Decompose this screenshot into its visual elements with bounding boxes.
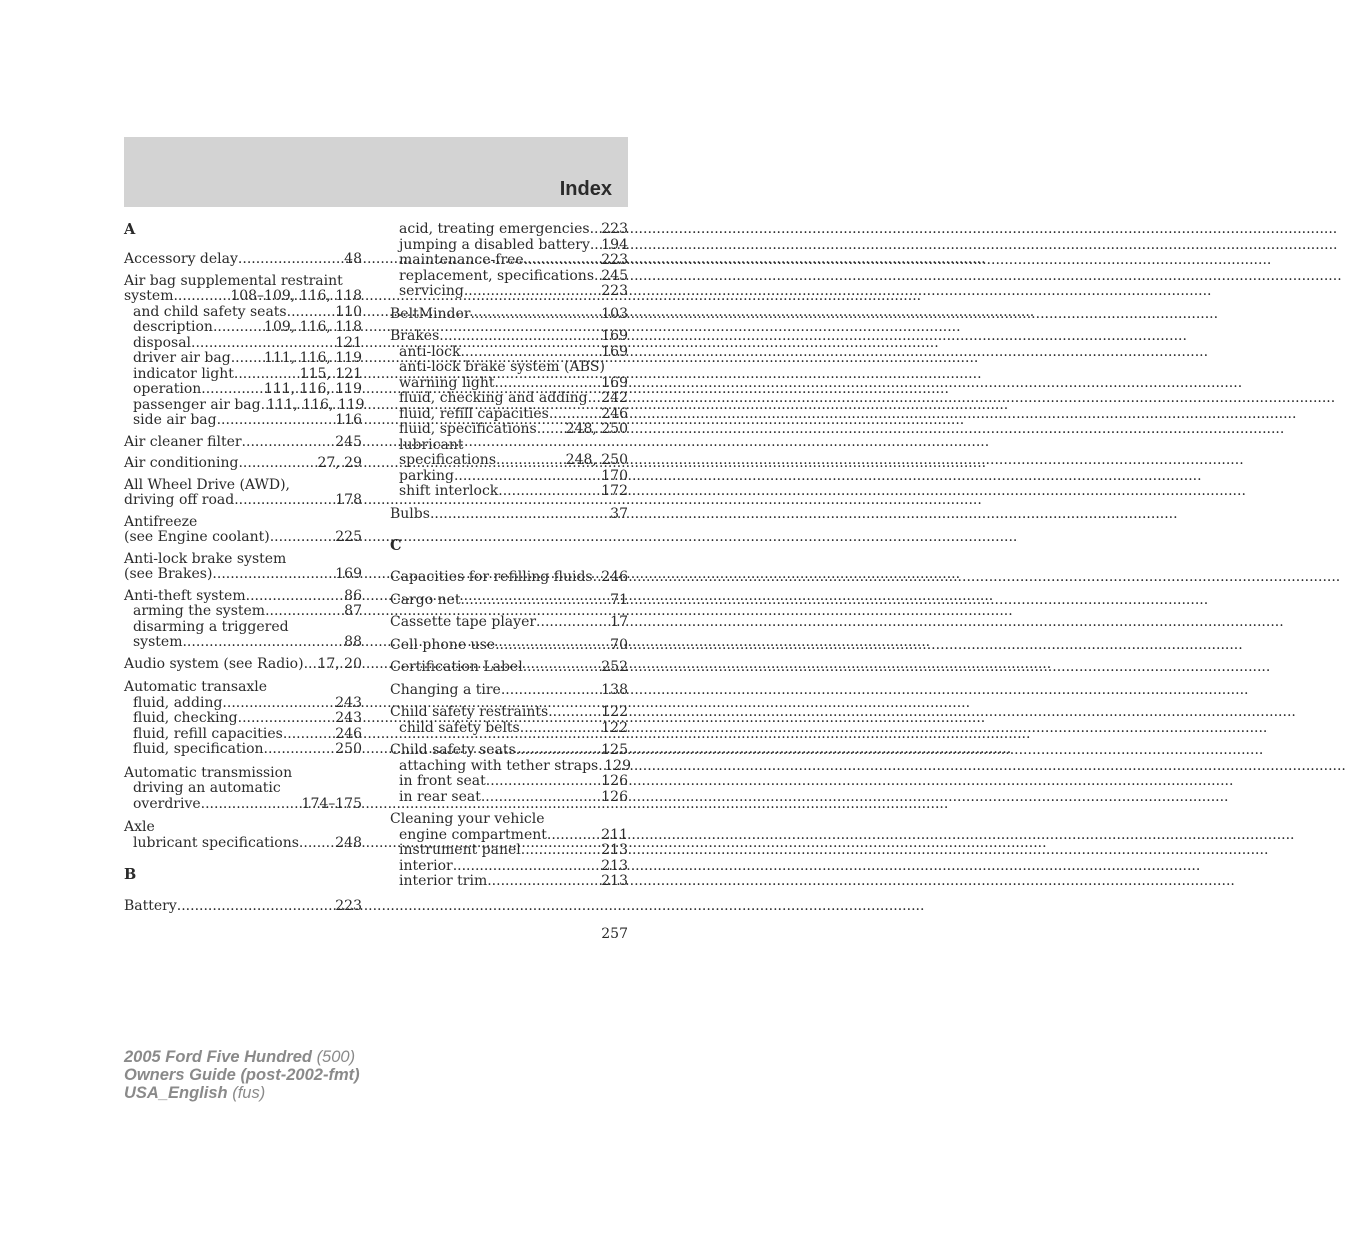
- index-entry-line: [390, 507, 628, 523]
- index-term: interior: [399, 857, 453, 874]
- footer-model: 2005 Ford Five Hundred: [124, 1048, 312, 1066]
- index-term: system: [133, 634, 183, 650]
- index-page-ref: 213: [601, 842, 628, 858]
- index-term: Capacities for refilling fluids: [390, 569, 593, 585]
- dot-leader: [593, 570, 602, 586]
- dot-leader: [524, 253, 602, 269]
- index-page-ref: 223: [335, 898, 362, 914]
- index-page-ref: 211: [601, 826, 628, 843]
- index-subentry-line: [124, 711, 362, 727]
- index-term: Cassette tape player: [390, 614, 537, 630]
- index-term: instrument panel: [399, 842, 521, 858]
- index-term: Anti-theft system: [124, 587, 246, 604]
- index-page-ref: 248, 250: [565, 421, 628, 437]
- index-page-ref: 138: [601, 681, 628, 698]
- index-term: indicator light: [133, 365, 234, 382]
- index-term: interior trim: [399, 873, 488, 889]
- index-term: engine compartment: [399, 826, 547, 843]
- index-term: Child safety restraints: [390, 704, 549, 720]
- index-subentry-line: [124, 635, 362, 651]
- index-entry: [124, 515, 362, 546]
- index-subentry-line: [390, 469, 628, 485]
- index-subentry-line: [124, 320, 362, 336]
- index-subentry-line: [390, 407, 628, 423]
- dot-leader: [454, 469, 601, 485]
- index-page-ref: 246: [335, 725, 362, 742]
- index-term: Air bag supplemental restraint: [124, 272, 343, 289]
- index-entry-line: [124, 493, 362, 509]
- index-page-ref: 121: [335, 334, 362, 351]
- index-entry-line: [124, 899, 362, 915]
- index-subentry-line: [124, 396, 365, 414]
- index-page-ref: 17, 20: [317, 655, 362, 672]
- dot-leader: [495, 638, 610, 654]
- index-subentry-line: [124, 797, 362, 813]
- index-entry-line: [124, 589, 362, 605]
- index-term: driving off road: [124, 492, 235, 508]
- index-subentry-line: [124, 336, 362, 352]
- index-term: Cell phone use: [390, 636, 496, 653]
- dot-leader: [304, 657, 318, 673]
- index-term: description: [133, 319, 213, 335]
- index-entry-line: [124, 456, 362, 472]
- index-entry: [124, 252, 362, 268]
- index-page-ref: 170: [601, 467, 628, 484]
- dot-leader: [453, 859, 602, 875]
- index-term: parking: [399, 467, 454, 484]
- index-subentry-line: [390, 757, 631, 775]
- dot-leader: [464, 284, 601, 300]
- index-page-ref: 248: [335, 834, 362, 851]
- index-page-ref: 116: [335, 412, 362, 428]
- index-entry-line: [390, 743, 628, 759]
- index-entry: [124, 680, 362, 758]
- index-page-ref: 248, 250: [565, 452, 628, 468]
- dot-leader: [238, 456, 317, 472]
- index-entry: [124, 272, 365, 429]
- index-term: jumping a disabled battery: [399, 236, 590, 253]
- index-term: replacement, specifications: [399, 267, 595, 284]
- index-page-ref: 223: [601, 283, 628, 299]
- index-subentry-line: [390, 843, 628, 859]
- footer-model-code: (500): [316, 1048, 356, 1066]
- index-term: Automatic transmission: [124, 764, 293, 781]
- index-term: disarming a triggered: [133, 618, 289, 635]
- dot-leader: [287, 305, 336, 321]
- index-term: Anti-lock brake system: [124, 550, 287, 567]
- index-entry: [390, 507, 628, 523]
- dot-leader: [548, 705, 601, 721]
- index-subentry-line: [390, 422, 628, 438]
- index-term: lubricant specifications: [133, 834, 299, 851]
- index-subentry-line: [124, 367, 362, 383]
- index-entry: [390, 329, 628, 500]
- index-subentry-line: [390, 438, 628, 454]
- page-number: 257: [601, 926, 628, 942]
- index-term: warning light: [399, 374, 495, 391]
- dot-leader: [536, 615, 610, 631]
- index-page-ref: 246: [601, 405, 628, 422]
- index-term: Bulbs: [390, 505, 430, 522]
- index-entry-line: [124, 530, 362, 546]
- index-term: Brakes: [390, 328, 440, 344]
- index-term: driver air bag: [133, 350, 231, 366]
- index-entry-line: [390, 307, 628, 323]
- index-page-ref: 223: [601, 252, 628, 268]
- index-term: BeltMinder: [390, 305, 471, 322]
- index-page-ref: 242: [601, 390, 628, 406]
- index-page-ref: 178: [335, 492, 362, 508]
- index-subentry-line: [390, 874, 628, 890]
- index-term: Cargo net: [390, 591, 461, 608]
- dot-leader: [486, 774, 601, 790]
- index-page-ref: 246: [601, 569, 628, 585]
- index-term: Child safety seats: [390, 742, 516, 758]
- index-term: overdrive: [133, 795, 201, 812]
- index-term: Automatic transaxle: [124, 679, 268, 695]
- index-page-ref: 70: [610, 636, 628, 653]
- index-term: fluid, refill capacities: [399, 405, 549, 422]
- dot-leader: [460, 345, 601, 361]
- index-entry-line: [390, 660, 628, 676]
- index-term: in front seat: [399, 773, 486, 789]
- dot-leader: [270, 530, 336, 546]
- index-entry: [390, 812, 628, 890]
- index-page-ref: 71: [610, 591, 628, 608]
- dot-leader: [501, 683, 601, 699]
- index-subentry-line: [390, 222, 628, 238]
- index-term: side air bag: [133, 412, 217, 428]
- index-page-ref: 245: [601, 267, 628, 284]
- index-entry-line: [124, 552, 362, 568]
- index-entry-line: [390, 329, 628, 345]
- index-entry: [124, 478, 362, 509]
- index-term: system: [124, 288, 174, 304]
- index-term: specifications: [399, 452, 497, 468]
- index-term: maintenance-free: [399, 252, 524, 268]
- footer-line-2: [124, 1066, 360, 1084]
- index-subentry-line: [390, 269, 628, 285]
- footer-language: USA_English: [124, 1084, 228, 1102]
- index-subentry-line: [124, 727, 362, 743]
- index-page-ref: 103: [601, 305, 628, 322]
- index-term: anti-lock: [399, 343, 461, 360]
- index-subentry-line: [390, 721, 628, 737]
- index-subentry-line: [390, 253, 628, 269]
- dot-leader: [234, 493, 335, 509]
- dot-leader: [439, 329, 601, 345]
- index-term: Antifreeze: [124, 513, 198, 530]
- index-page-ref: 109, 116, 118: [264, 319, 362, 335]
- index-page-ref: 126: [601, 773, 628, 789]
- index-entry: [390, 742, 631, 805]
- index-page-ref: 125: [601, 742, 628, 758]
- index-term: fluid, checking: [133, 710, 238, 726]
- dot-leader: [177, 899, 335, 915]
- index-page-ref: 87: [344, 603, 362, 619]
- index-entry: [124, 456, 362, 472]
- index-entry-line: [390, 615, 628, 631]
- index-term: Certification Label: [390, 659, 523, 675]
- index-subentry-line: [124, 836, 362, 852]
- index-term: arming the system: [133, 603, 266, 619]
- index-page-ref: 225: [335, 529, 362, 545]
- index-letter-heading: C: [390, 537, 402, 554]
- index-subentry-line: [124, 742, 362, 758]
- index-term: Changing a tire: [390, 681, 501, 698]
- index-page-ref: 108–109, 116, 118: [230, 288, 362, 304]
- index-subentry-line: [390, 859, 628, 875]
- index-page-ref: 172: [601, 483, 628, 499]
- index-entry: [124, 589, 362, 651]
- index-entry-line: [124, 435, 362, 451]
- index-entry: [124, 766, 362, 813]
- index-subentry-line: [390, 774, 628, 790]
- index-entry-line: [124, 680, 362, 696]
- dot-leader: [523, 660, 602, 676]
- index-subentry-line: [124, 604, 362, 620]
- index-term: Audio system (see Radio): [124, 655, 304, 672]
- footer-language-code: (fus): [232, 1084, 266, 1102]
- dot-leader: [521, 843, 602, 859]
- footer-guide: Owners Guide (post-2002-fmt): [124, 1066, 360, 1084]
- index-term: Axle: [124, 819, 155, 835]
- dot-leader: [495, 376, 602, 392]
- index-entry-line: [124, 766, 362, 782]
- index-entry-line: [124, 820, 362, 836]
- dot-leader: [212, 567, 335, 583]
- index-page-ref: 88: [344, 634, 362, 650]
- index-term: fluid, adding: [133, 694, 223, 711]
- index-column-left: [124, 221, 365, 915]
- dot-leader: [191, 336, 335, 352]
- dot-leader: [537, 422, 566, 438]
- dot-leader: [213, 320, 264, 336]
- index-page-ref: 223: [601, 221, 628, 237]
- index-term: Accessory delay: [124, 251, 238, 267]
- dot-leader: [588, 391, 602, 407]
- dot-leader: [496, 453, 566, 469]
- index-term: (see Brakes): [124, 566, 213, 582]
- index-page-ref: 243: [335, 710, 362, 726]
- dot-leader: [173, 289, 230, 305]
- dot-leader: [594, 269, 601, 285]
- dot-leader: [234, 367, 300, 383]
- index-term: driving an automatic: [133, 780, 281, 796]
- footer-line-3: [124, 1084, 360, 1102]
- index-page-ref: 245: [335, 433, 362, 450]
- index-page-ref: 122: [601, 704, 628, 720]
- index-subentry-line: [390, 360, 628, 376]
- index-page-ref: 17: [610, 614, 628, 630]
- dot-leader: [264, 742, 336, 758]
- index-term: child safety belts: [399, 719, 520, 736]
- dot-leader: [265, 604, 344, 620]
- index-entry-line: [124, 252, 362, 268]
- index-entry: [124, 435, 362, 451]
- index-term: fluid, specification: [133, 741, 264, 757]
- index-subentry-line: [390, 284, 628, 300]
- index-subentry-line: [124, 781, 362, 797]
- dot-leader: [182, 635, 344, 651]
- index-subentry-line: [124, 620, 362, 636]
- dot-leader: [487, 874, 601, 890]
- index-subentry-line: [124, 305, 362, 321]
- index-page-ref: 213: [601, 857, 628, 874]
- index-subentry-line: [124, 696, 362, 712]
- index-term: fluid, checking and adding: [399, 390, 588, 406]
- index-entry-line: [124, 478, 362, 494]
- index-entry: [390, 307, 628, 323]
- dot-leader: [461, 593, 611, 609]
- index-term: operation: [133, 381, 202, 397]
- dot-leader: [430, 507, 610, 523]
- index-page-ref: 129: [604, 757, 631, 774]
- index-entry: [390, 638, 628, 654]
- index-letter-heading: B: [124, 866, 137, 883]
- dot-leader: [217, 413, 336, 429]
- index-entry-line: [390, 683, 628, 699]
- index-term: Air conditioning: [124, 455, 239, 471]
- index-entry: [390, 615, 628, 631]
- index-entry: [390, 705, 628, 736]
- index-entry-line: [390, 593, 628, 609]
- index-term: passenger air bag: [133, 396, 261, 413]
- index-page-ref: 115, 121: [299, 365, 362, 382]
- index-entry-line: [390, 638, 628, 654]
- index-term: lubricant: [399, 436, 464, 453]
- index-page-ref: 174–175: [301, 795, 362, 812]
- index-entry-line: [390, 705, 628, 721]
- dot-leader: [238, 252, 344, 268]
- index-subentry-line: [390, 345, 628, 361]
- index-term: (see Engine coolant): [124, 529, 270, 545]
- dot-leader: [222, 696, 335, 712]
- index-page-ref: 252: [601, 659, 628, 675]
- dot-leader: [549, 407, 601, 423]
- index-entry-line: [124, 289, 362, 305]
- dot-leader: [231, 351, 264, 367]
- footer: [124, 1048, 360, 1102]
- index-entry: [390, 593, 628, 609]
- index-entry: [390, 683, 628, 699]
- page-title: Index: [559, 178, 612, 200]
- index-term: in rear seat: [399, 788, 481, 805]
- index-term: Cleaning your vehicle: [390, 811, 545, 827]
- index-page-ref: 213: [601, 873, 628, 889]
- dot-leader: [590, 222, 602, 238]
- index-page-ref: 169: [335, 566, 362, 582]
- index-term: Air cleaner filter: [124, 433, 242, 450]
- header-band: [124, 137, 628, 207]
- index-entry: [390, 660, 628, 676]
- index-page-ref: 37: [610, 505, 628, 522]
- index-page-ref: 111, 116, 119: [264, 381, 362, 397]
- index-entry: [124, 820, 362, 851]
- index-entry-line: [124, 274, 362, 290]
- index-subentry-line: [390, 238, 628, 254]
- index-entry: [390, 222, 628, 300]
- index-subentry-line: [390, 453, 628, 469]
- dot-leader: [246, 589, 345, 605]
- index-entry-line: [124, 657, 362, 673]
- dot-leader: [520, 721, 602, 737]
- index-term: fluid, specifications: [399, 421, 537, 437]
- index-subentry-line: [124, 382, 362, 398]
- index-page-ref: 126: [601, 788, 628, 805]
- dot-leader: [516, 743, 602, 759]
- dot-leader: [470, 307, 601, 323]
- index-entry-line: [124, 515, 362, 531]
- index-subentry-line: [390, 484, 628, 500]
- index-term: servicing: [399, 283, 464, 299]
- index-page-ref: 111, 116, 119: [264, 350, 362, 366]
- index-subentry-line: [390, 828, 628, 844]
- index-page-ref: 169: [601, 374, 628, 391]
- index-entry: [390, 570, 628, 586]
- index-entry: [124, 552, 362, 583]
- dot-leader: [242, 435, 336, 451]
- dot-leader: [283, 727, 335, 743]
- index-subentry-line: [124, 351, 362, 367]
- dot-leader: [498, 484, 601, 500]
- index-page-ref: 48: [344, 251, 362, 267]
- dot-leader: [481, 790, 601, 806]
- index-term: All Wheel Drive (AWD),: [124, 476, 290, 493]
- index-entry: [124, 657, 362, 673]
- index-subentry-line: [390, 376, 628, 392]
- index-page-ref: 194: [601, 236, 628, 253]
- index-page-ref: 122: [601, 719, 628, 736]
- index-term: and child safety seats: [133, 303, 287, 320]
- index-entry: [124, 899, 362, 915]
- index-subentry-line: [390, 790, 628, 806]
- footer-line-1: [124, 1048, 360, 1066]
- dot-leader: [238, 711, 336, 727]
- index-entry-line: [390, 570, 628, 586]
- index-letter-heading: A: [124, 221, 136, 238]
- dot-leader: [201, 797, 302, 813]
- index-subentry-line: [124, 413, 362, 429]
- index-page-ref: 86: [344, 587, 362, 604]
- index-page-ref: 250: [335, 741, 362, 757]
- dot-leader: [201, 382, 264, 398]
- index-page-ref: 111, 116, 119: [266, 396, 365, 413]
- index-term: anti-lock brake system (ABS): [399, 359, 605, 375]
- index-term: disposal: [133, 334, 192, 351]
- index-column-right: [390, 221, 631, 890]
- index-term: attaching with tether straps: [399, 757, 599, 774]
- index-term: fluid, refill capacities: [133, 725, 283, 742]
- index-page-ref: 110: [335, 303, 362, 320]
- index-subentry-line: [390, 391, 628, 407]
- index-entry-line: [390, 812, 628, 828]
- dot-leader: [547, 828, 601, 844]
- index-page-ref: 27, 29: [317, 455, 362, 471]
- index-page-ref: 169: [601, 328, 628, 344]
- dot-leader: [590, 238, 601, 254]
- index-term: acid, treating emergencies: [399, 221, 590, 237]
- index-term: Battery: [124, 898, 177, 914]
- index-page-ref: 243: [335, 694, 362, 711]
- index-page-ref: 169: [601, 343, 628, 360]
- index-entry-line: [124, 567, 362, 583]
- index-term: shift interlock: [399, 483, 499, 499]
- dot-leader: [299, 836, 335, 852]
